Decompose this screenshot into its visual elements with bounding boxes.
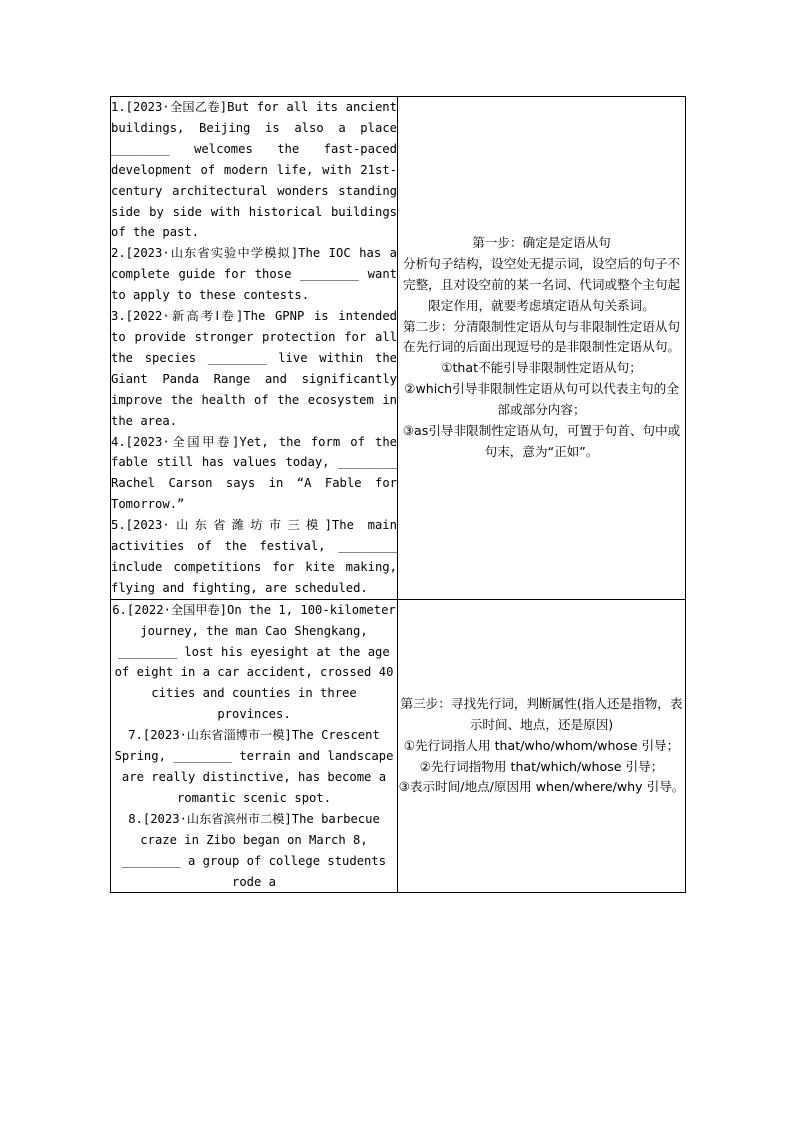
- table-row: [111, 97, 686, 600]
- method-notes-cell: [398, 97, 686, 600]
- note-rule: ②which引导非限制性定语从句可以代表主句的全部或部分内容；: [404, 381, 679, 418]
- note-rule: ①先行词指人用 that/who/whom/whose 引导；: [403, 737, 680, 753]
- step-heading: 第一步：确定是定语从句: [472, 234, 611, 250]
- question-item: 4.[2023·全国甲卷]Yet, the form of the fable still has values today, ________ Rachel Carson says in “A Fable for Tomorrow.”: [111, 434, 397, 512]
- question-item: 2.[2023·山东省实验中学模拟]The IOC has a complete guide for those ________ want to apply to these contests.: [111, 246, 397, 303]
- method-notes-cell: [398, 599, 686, 893]
- question-item: 8.[2023·山东省滨州市二模]The barbecue craze in Zibo began on March 8, ________ a group of college students rode a: [121, 811, 387, 889]
- note-text: 在先行词的后面出现逗号的是非限制性定语从句。: [402, 339, 681, 355]
- note-rule: ①that不能引导非限制性定语从句；: [441, 360, 642, 376]
- question-item: 5.[2023·山东省潍坊市三模]The main activities of the festival, ________ include competitions for kite making, flying and fighting, are scheduled.: [111, 518, 397, 595]
- questions-cell: [111, 599, 398, 893]
- note-text: 分析句子结构，设空处无提示词，设空后的句子不完整，且对设空前的某一名词、代词或整个主句起限定作用，就要考虑填定语从句关系词。: [402, 255, 681, 313]
- note-rule: ②先行词指物用 that/which/whose 引导；: [419, 758, 664, 774]
- question-item: 7.[2023·山东省淄博市一模]The Crescent Spring, ________ terrain and landscape are really distinctive, has become a romantic scenic spot.: [114, 728, 394, 805]
- question-item: 3.[2022·新高考Ⅰ卷]The GPNP is intended to provide stronger protection for all the species ________ live within the Giant Panda Range and significantly improve the health of the ecosystem in the area.: [111, 309, 397, 428]
- note-rule: ③as引导非限制性定语从句，可置于句首、句中或句末，意为“正如”。: [402, 423, 681, 459]
- questions-cell: [111, 97, 398, 600]
- exercise-table: [110, 96, 686, 893]
- step-heading: 第三步：寻找先行词，判断属性(指人还是指物，表示时间、地点，还是原因): [400, 695, 683, 732]
- table-row: [111, 599, 686, 893]
- note-rule: ③表示时间/地点/原因用 when/where/why 引导。: [398, 779, 685, 795]
- question-item: 6.[2022·全国甲卷]On the 1, 100-kilometer journey, the man Cao Shengkang, ________ lost his eyesight at the age of eight in a car accident, crossed 40 cities and counties in three provinces.: [112, 602, 396, 722]
- question-item: 1.[2023·全国乙卷]But for all its ancient buildings, Beijing is also a place ________ welcomes the fast-paced development of modern life, with 21st-century architectural wonders standing side by side with historical buildings of the past.: [111, 100, 397, 240]
- step-heading: 第二步：分清限制性定语从句与非限制性定语从句: [402, 318, 681, 334]
